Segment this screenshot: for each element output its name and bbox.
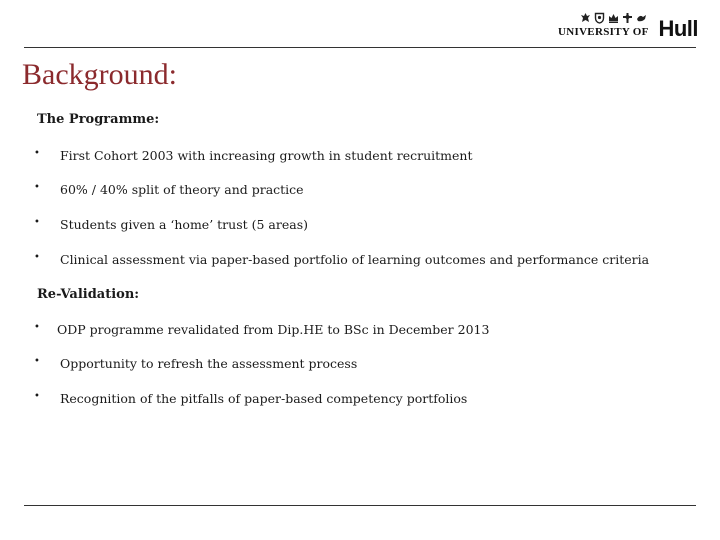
university-logo [558, 12, 698, 40]
bullet-icon: • [34, 182, 40, 193]
list-item-text: First Cohort 2003 with increasing growth in student recruitment [60, 148, 473, 163]
bullet-icon: • [34, 356, 40, 367]
list-item-text: ODP programme revalidated from Dip.HE to BSc in December 2013 [57, 322, 490, 337]
bottom-divider [24, 505, 696, 506]
section-heading-programme: The Programme: [37, 112, 160, 127]
bullet-icon: • [34, 217, 40, 228]
list-item-text: Recognition of the pitfalls of paper-based competency portfolios [60, 391, 468, 406]
section-heading-revalidation: Re-Validation: [37, 287, 140, 302]
crest-cross-icon [622, 12, 633, 24]
crest-bird-icon [636, 12, 647, 24]
bullet-icon: • [34, 322, 40, 333]
crest-fleur-icon [580, 12, 591, 24]
crest-crown-icon [608, 12, 619, 24]
bullet-icon: • [34, 391, 40, 402]
slide-title: Background: [22, 58, 177, 91]
bullet-icon: • [34, 252, 40, 263]
list-item-text: Students given a ‘home’ trust (5 areas) [60, 217, 308, 232]
list-item-text: 60% / 40% split of theory and practice [60, 182, 304, 197]
top-divider-accent [676, 47, 696, 48]
logo-university-text: UNIVERSITY OF [558, 26, 649, 38]
list-item-text: Clinical assessment via paper-based portfolio of learning outcomes and performance criteria [60, 252, 650, 267]
logo-hull-text: Hull [658, 16, 698, 41]
list-item-text: Opportunity to refresh the assessment process [60, 356, 358, 371]
bullet-icon: • [34, 148, 40, 159]
top-divider [24, 47, 696, 48]
crest-shield-icon [594, 12, 605, 24]
logo-heraldic-icons [580, 12, 647, 26]
